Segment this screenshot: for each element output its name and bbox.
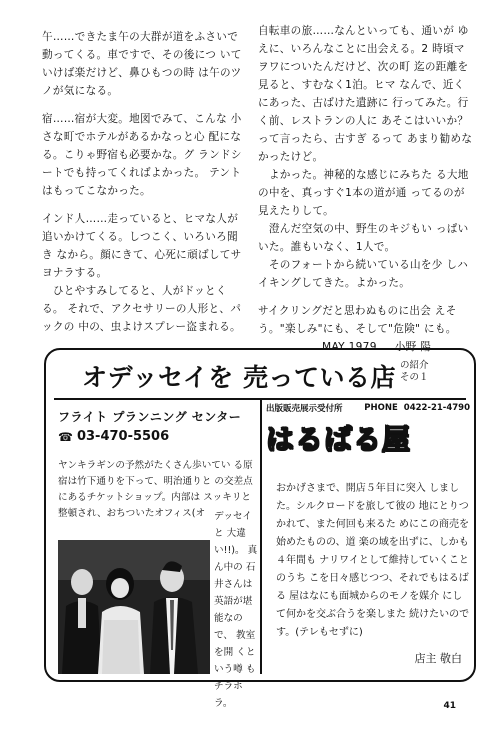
shop2-header-label: 出版販売展示受付所 <box>266 404 343 414</box>
phone-icon: ☎ <box>58 429 73 444</box>
right-column <box>258 22 473 356</box>
shop2-signature: 店主 敬白 <box>414 652 462 665</box>
ad-subtitle: の紹介 その１ <box>400 360 429 383</box>
shop1-phone-row <box>58 429 256 444</box>
shop2-logo: はるばる屋 <box>266 423 412 456</box>
paragraph-lodging: 宿……宿が大変。地図でみて、こんな 小さな町でホテルがあるかなっと心 配になる。こりゃ野宿も必要かな。グ ランドシートでも持ってくればよかった。 テントはもってこなかった。 <box>42 113 242 197</box>
shop1-side-description: デッセイと 大違い!!)。 真ん中の 石井さんは 英語が堪 能なので、 教室を開 くという噂 もチラホラ。 <box>214 511 258 709</box>
shop2-phone-row <box>364 403 470 413</box>
article-date: MAY 1979 <box>322 341 377 353</box>
ad-header <box>54 356 466 396</box>
shop2-phone-label: PHONE <box>364 403 398 413</box>
shop1-name: フライト プランニング センター <box>58 410 242 424</box>
paragraph-indian-people: インド人……走っていると、ヒマな人が 追いかけてくる。しつこく、いろいろ聞き なから。顔にきて、心死に頑ばしてサ ヨナラする。 ひとやすみしてると、人がドッとくる。 それで、アクセサリーの人形と、パックの 中の、虫よけスプレー盗まれる。 <box>42 213 242 333</box>
shop2-header <box>266 402 470 414</box>
shop2-panel <box>266 402 470 666</box>
paragraph-bicycle-trip: 自転車の旅……なんといっても、通いが ゆえに、いろんなことに出会える。2 時頃マヲワについたんだけど、次の町 迄の距離を見ると、すむなく1泊。ヒマ なんで、近くにあった、古ばけた遺跡に 行ってみた。行く前、レストランの人に あそこはいいか？って言ったら、古すぎ るって あまり勧めなかったけど。 よかった。神秘的な感じにみちた る大地の中を、真っすぐ1本の道が通 ってるのが見えたりして。 澄んだ空気の中、野生のキジもい っぱいいた。誰もいなく、1人で。 そのフォートから続いている山を少 しハイキングしてきた。よかった。 <box>258 25 473 289</box>
shop2-phone: 0422-21-4790 <box>403 403 470 413</box>
staff-photo-image <box>58 540 210 674</box>
shop2-description: おかげさまで、開店５年目に突入 しました。シルクロードを旅して彼の 地にとりつかれて、また何回も来るた めにこの商売を始めたものの、道 楽の域を出ずに、しかも４年間も ナリワイとして維持していくことのうち こを日々感じつつ、それでもはるばる 屋はなにも面城からのモノを媒介 にして何かを交ぶ合うを楽しまた 続けたいのです。(テレもセずに) <box>276 483 470 638</box>
page-number: 41 <box>443 701 456 711</box>
ad-title: オデッセイを 売っている店 <box>82 363 396 392</box>
shop1-phone: 03-470-5506 <box>76 429 170 444</box>
shop1-description: ヤンキラギンの予然がたくさん歩いてい る原宿は竹下通りを下って、明治通りと の交差点にあるチケットショップ。内部は スッキリと整頓され、おちついたオフィス(オ <box>58 460 253 519</box>
article-author: 小野 陽 <box>394 341 432 353</box>
left-column <box>42 28 247 346</box>
shop1-panel <box>58 408 256 522</box>
staff-photo <box>58 540 210 674</box>
paragraph-cycling-closing: サイクリングだと思わぬものに出会 えそう。"楽しみ"にも、そして"危険" にも。 <box>258 305 457 335</box>
paragraph-cow: 午……できたま午の大群が道をふさいで動ってくる。車ですで、その後につ いていけば楽だけど、鼻ひもつの時 は午のツノが気になる。 <box>42 31 242 97</box>
ad-vertical-divider <box>260 400 262 674</box>
